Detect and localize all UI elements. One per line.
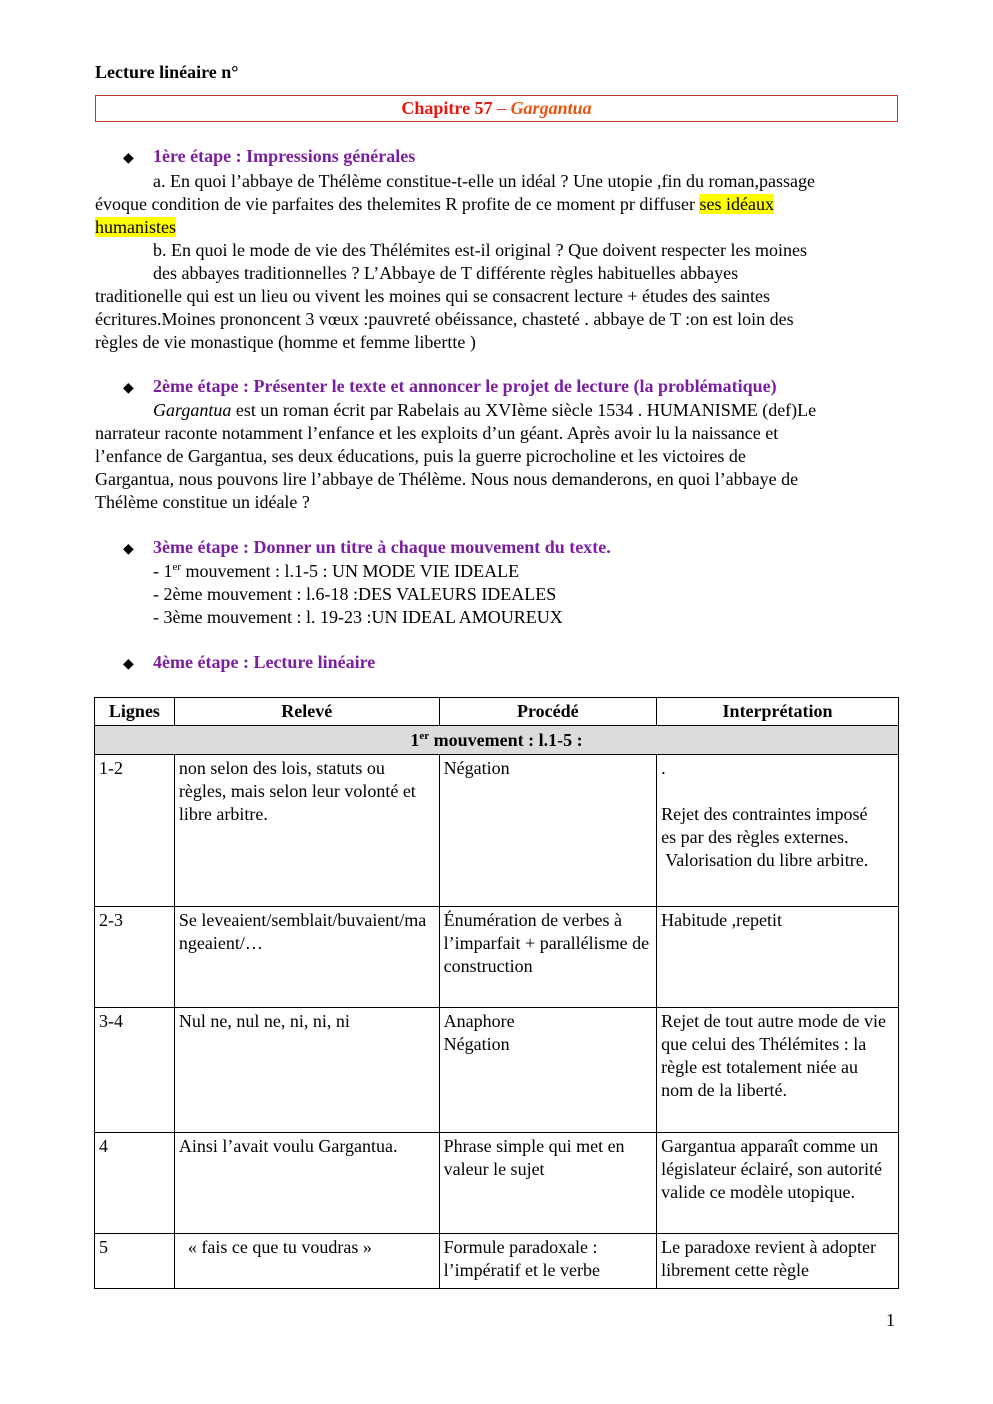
table-row: [95, 755, 899, 907]
step-2-line: narrateur raconte notamment l’enfance et les exploits d’un géant. Après avoir lu la naissance et: [95, 423, 779, 443]
movement-item: - 3ème mouvement : l. 19-23 :UN IDEAL AMOUREUX: [153, 607, 563, 627]
cell-procede: Phrase simple qui met en valeur le sujet: [439, 1133, 657, 1234]
cell-releve: non selon des lois, statuts ou règles, mais selon leur volonté et libre arbitre.: [174, 755, 439, 907]
cell-interpretation: Rejet de tout autre mode de vie que celui des Thélémites : la règle est totalement niée au nom de la liberté.: [657, 1008, 899, 1133]
procede-text: Anaphore: [443, 1011, 515, 1031]
step-1-heading: [123, 146, 415, 167]
step-1-label: 1ère étape : Impressions générales: [153, 146, 416, 166]
movement-row: [95, 726, 899, 755]
cell-releve: « fais ce que tu voudras »: [174, 1234, 439, 1289]
step-1-b-line: règles de vie monastique (homme et femme libertte ): [95, 332, 476, 352]
table-row: [95, 1133, 899, 1234]
cell-interpretation: [657, 755, 899, 907]
procede-text: Négation: [443, 1034, 510, 1054]
cell-lignes: 2-3: [95, 907, 175, 1008]
work-title: Gargantua: [510, 98, 592, 118]
step-4-label: 4ème étape : Lecture linéaire: [153, 652, 376, 672]
step-1-b-line: des abbayes traditionnelles ? L’Abbaye de T différente règles habituelles abbayes: [153, 263, 739, 283]
movement-text: mouvement : l.1-5 : UN MODE VIE IDEALE: [181, 561, 520, 581]
step-2-line: est un roman écrit par Rabelais au XVIème siècle 1534 . HUMANISME (def)Le: [231, 400, 817, 420]
step-2-line: Thélème constitue un idéale ?: [95, 492, 310, 512]
superscript: er: [172, 561, 182, 573]
step-1-b-line: traditionelle qui est un lieu ou vivent les moines qui se consacrent lecture + études des saintes: [95, 286, 770, 306]
table-row: [95, 1008, 899, 1133]
cell-interpretation: Habitude ,repetit: [657, 907, 899, 1008]
chapter-title-box: [95, 95, 898, 122]
step-4-heading: [123, 652, 375, 673]
col-header-releve: Relevé: [174, 698, 439, 726]
cell-interpretation: Le paradoxe revient à adopter librement cette règle: [657, 1234, 899, 1289]
document-heading: Lecture linéaire n°: [95, 62, 239, 82]
highlighted-text: humanistes: [95, 217, 176, 237]
interp-text: es par des règles externes.: [661, 827, 849, 847]
movement-cell: [95, 726, 899, 755]
step-1-b-line: écritures.Moines prononcent 3 vœux :pauvreté obéissance, chasteté . abbaye de T :on est loin des: [95, 309, 794, 329]
table-row: [95, 907, 899, 1008]
cell-lignes: 3-4: [95, 1008, 175, 1133]
step-2-line: Gargantua, nous pouvons lire l’abbaye de Thélème. Nous nous demanderons, en quoi l’abbaye de: [95, 469, 799, 489]
interp-text: Valorisation du libre arbitre.: [661, 850, 869, 870]
diamond-bullet-icon: ◆: [123, 381, 134, 396]
diamond-bullet-icon: ◆: [123, 151, 134, 166]
step-1-b-line: b. En quoi le mode de vie des Thélémites est-il original ? Que doivent respecter les moines: [153, 240, 807, 260]
cell-procede: Énumération de verbes à l’imparfait + parallélisme de construction: [439, 907, 657, 1008]
cell-releve: Ainsi l’avait voulu Gargantua.: [174, 1133, 439, 1234]
page-number: 1: [886, 1310, 895, 1330]
cell-lignes: 5: [95, 1234, 175, 1289]
cell-interpretation: Gargantua apparaît comme un législateur éclairé, son autorité valide ce modèle utopique.: [657, 1133, 899, 1234]
col-header-lignes: Lignes: [95, 698, 175, 726]
cell-lignes: 1-2: [95, 755, 175, 907]
col-header-procede: Procédé: [439, 698, 657, 726]
movement-label: mouvement : l.1-5 :: [429, 729, 583, 750]
cell-procede: [439, 1008, 657, 1133]
interp-text: .: [661, 758, 666, 778]
cell-releve: Se leveaient/semblait/buvaient/mangeaient/…: [174, 907, 439, 1008]
col-header-interpretation: Interprétation: [657, 698, 899, 726]
step-2-line: l’enfance de Gargantua, ses deux éducations, puis la guerre picrocholine et les victoires de: [95, 446, 746, 466]
table-header-row: [95, 698, 899, 726]
highlighted-text: ses idéaux: [699, 194, 774, 214]
movement-label: 1: [410, 729, 420, 750]
movement-item: [153, 560, 563, 583]
diamond-bullet-icon: ◆: [123, 542, 134, 557]
step-3-label: 3ème étape : Donner un titre à chaque mouvement du texte.: [153, 537, 611, 557]
step-1-text: [95, 170, 900, 354]
movement-item: - 2ème mouvement : l.6-18 :DES VALEURS IDEALES: [153, 584, 557, 604]
chapter-label: Chapitre 57: [401, 98, 493, 118]
step-1-a-line: évoque condition de vie parfaites des thelemites R profite de ce moment pr diffuser: [95, 194, 700, 214]
cell-procede: Négation: [439, 755, 657, 907]
step-2-label: 2ème étape : Présenter le texte et annoncer le projet de lecture (la problématique): [153, 376, 777, 396]
cell-procede: Formule paradoxale : l’impératif et le verbe: [439, 1234, 657, 1289]
analysis-table: [94, 697, 899, 1289]
work-title-italic: Gargantua: [153, 400, 232, 420]
interp-text: Rejet des contraintes imposé: [661, 804, 868, 824]
cell-lignes: 4: [95, 1133, 175, 1234]
step-2-heading: [123, 376, 777, 397]
movement-text: - 1: [153, 561, 173, 581]
diamond-bullet-icon: ◆: [123, 657, 134, 672]
cell-releve: Nul ne, nul ne, ni, ni, ni: [174, 1008, 439, 1133]
title-dash: –: [492, 98, 511, 118]
table-row: [95, 1234, 899, 1289]
superscript: er: [419, 729, 430, 742]
step-1-a-line: a. En quoi l’abbaye de Thélème constitue-t-elle un idéal ? Une utopie ,fin du roman,passage: [153, 171, 815, 191]
step-2-text: [95, 399, 900, 514]
movement-list: [153, 560, 563, 629]
step-3-heading: [123, 537, 611, 558]
